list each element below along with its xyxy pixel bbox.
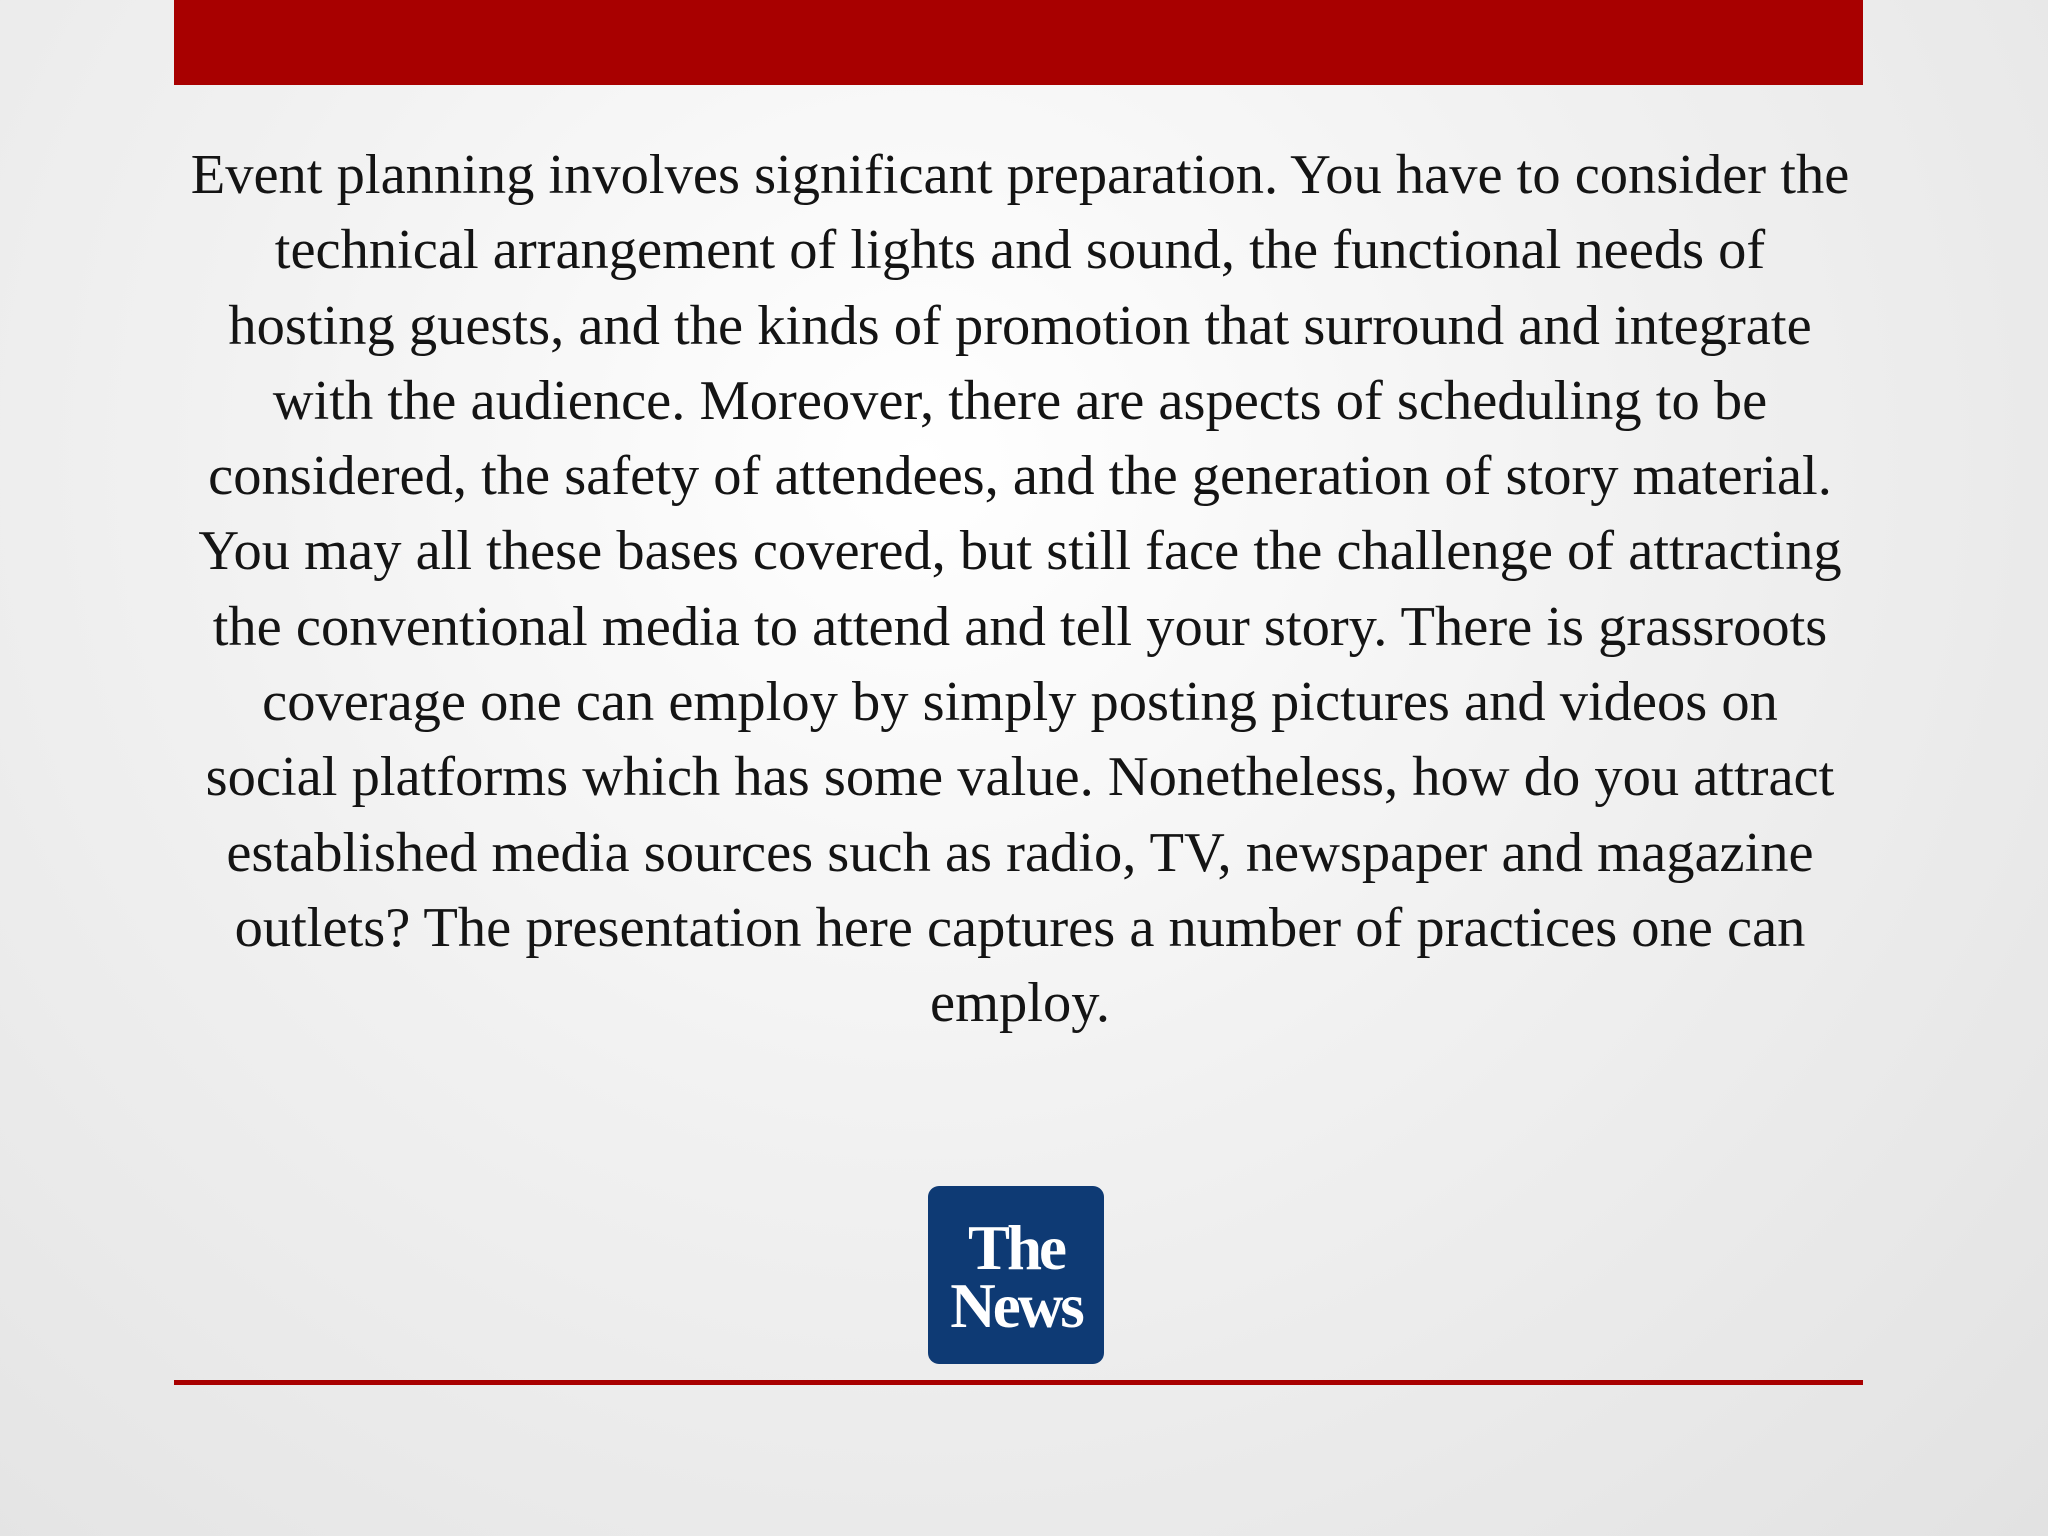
bottom-divider-line xyxy=(174,1380,1863,1385)
logo-line-the: The xyxy=(967,1213,1065,1283)
slide-body-text: Event planning involves significant preparation. You have to consider the technical arrangement of lights and sound, the functional needs of hosting guests, and the kinds of promotion that surround and integrate with the audience. Moreover, there are aspects of scheduling to be considered, the safety of attendees, and the generation of story material. You may all these bases covered, but still face the challenge of attracting the conventional media to attend and tell your story. There is grassroots coverage one can employ by simply posting pictures and videos on social platforms which has some value. Nonetheless, how do you attract established media sources such as radio, TV, newspaper and magazine outlets? The presentation here captures a number of practices one can employ. xyxy=(190,144,1850,1035)
logo-line-news: News xyxy=(950,1271,1082,1341)
top-accent-bar xyxy=(174,0,1863,85)
the-news-logo xyxy=(928,1186,1104,1364)
